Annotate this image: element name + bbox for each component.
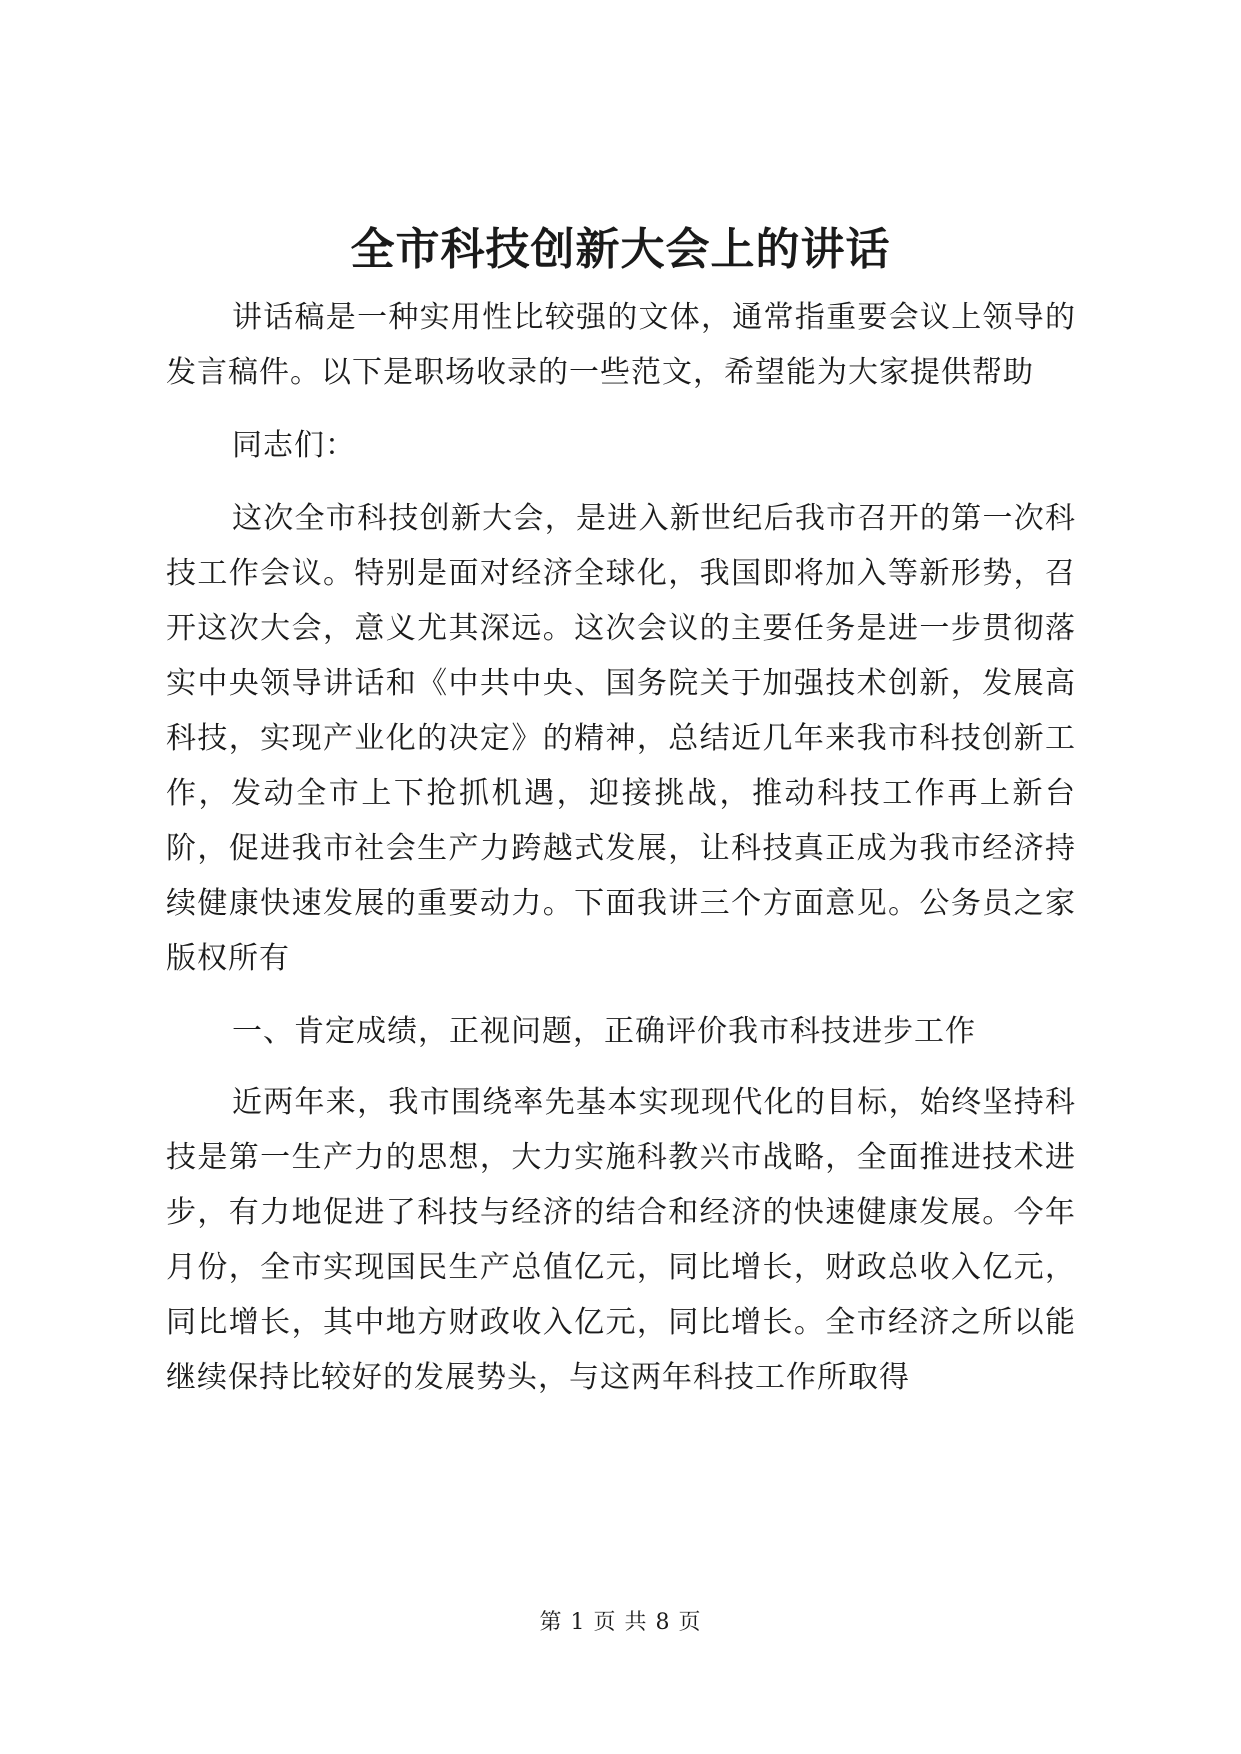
opening-paragraph: 这次全市科技创新大会，是进入新世纪后我市召开的第一次科技工作会议。特别是面对经济全球化，我国即将加入等新形势，召开这次大会，意义尤其深远。这次会议的主要任务是进一步贯彻落实中央领导讲话和《中共中央、国务院关于加强技术创新，发展高科技，实现产业化的决定》的精神，总结近几年来我市科技创新工作，发动全市上下抢抓机遇，迎接挑战，推动科技工作再上新台阶，促进我市社会生产力跨越式发展，让科技真正成为我市经济持续健康快速发展的重要动力。下面我讲三个方面意见。公务员之家版权所有 [166,501,1076,976]
section-heading-1: 一、肯定成绩，正视问题，正确评价我市科技进步工作 [232,1014,976,1049]
document-body [166,290,1076,1405]
document-title: 全市科技创新大会上的讲话 [350,224,891,275]
page-number-footer: 第 1 页 共 8 页 [539,1610,702,1635]
intro-paragraph: 讲话稿是一种实用性比较强的文体，通常指重要会议上领导的发言稿件。以下是职场收录的一些范文，希望能为大家提供帮助 [166,300,1076,390]
section-1-paragraph: 近两年来，我市围绕率先基本实现现代化的目标，始终坚持科技是第一生产力的思想，大力实施科教兴市战略，全面推进技术进步，有力地促进了科技与经济的结合和经济的快速健康发展。今年月份，全市实现国民生产总值亿元，同比增长，财政总收入亿元，同比增长，其中地方财政收入亿元，同比增长。全市经济之所以能继续保持比较好的发展势头，与这两年科技工作所取得 [166,1085,1076,1395]
salutation: 同志们： [232,428,356,463]
